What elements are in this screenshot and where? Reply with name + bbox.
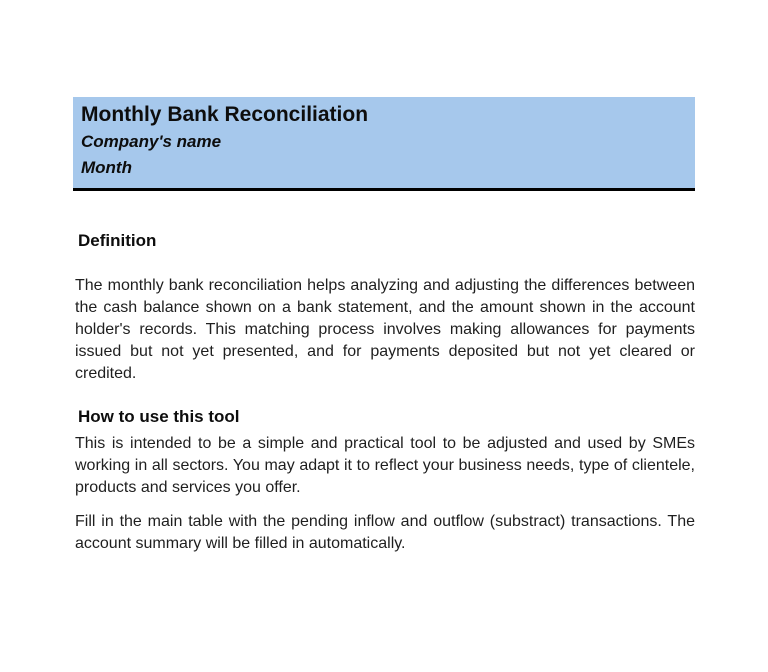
how-to-use-paragraph-1: This is intended to be a simple and practical tool to be adjusted and used by SMEs working in all sectors. You may adapt it to reflect your business needs, type of clientele, products and services you offer. — [75, 435, 695, 496]
section-definition — [73, 231, 695, 385]
how-to-use-paragraph-2: Fill in the main table with the pending inflow and outflow (substract) transactions. The account summary will be filled in automatically. — [75, 513, 695, 552]
definition-heading: Definition — [78, 231, 157, 250]
definition-paragraph: The monthly bank reconciliation helps analyzing and adjusting the differences between the cash balance shown on a bank statement, and the amount shown in the account holder's records. This matching process involves making allowances for payments issued but not yet presented, and for payments deposited but not yet cleared or credited. — [75, 277, 695, 382]
how-to-use-heading: How to use this tool — [78, 407, 240, 426]
document-title: Monthly Bank Reconciliation — [81, 103, 369, 126]
company-name-line: Company's name — [81, 132, 222, 151]
document-title-block — [73, 97, 695, 191]
section-how-to-use — [73, 407, 695, 555]
month-line: Month — [81, 158, 132, 177]
